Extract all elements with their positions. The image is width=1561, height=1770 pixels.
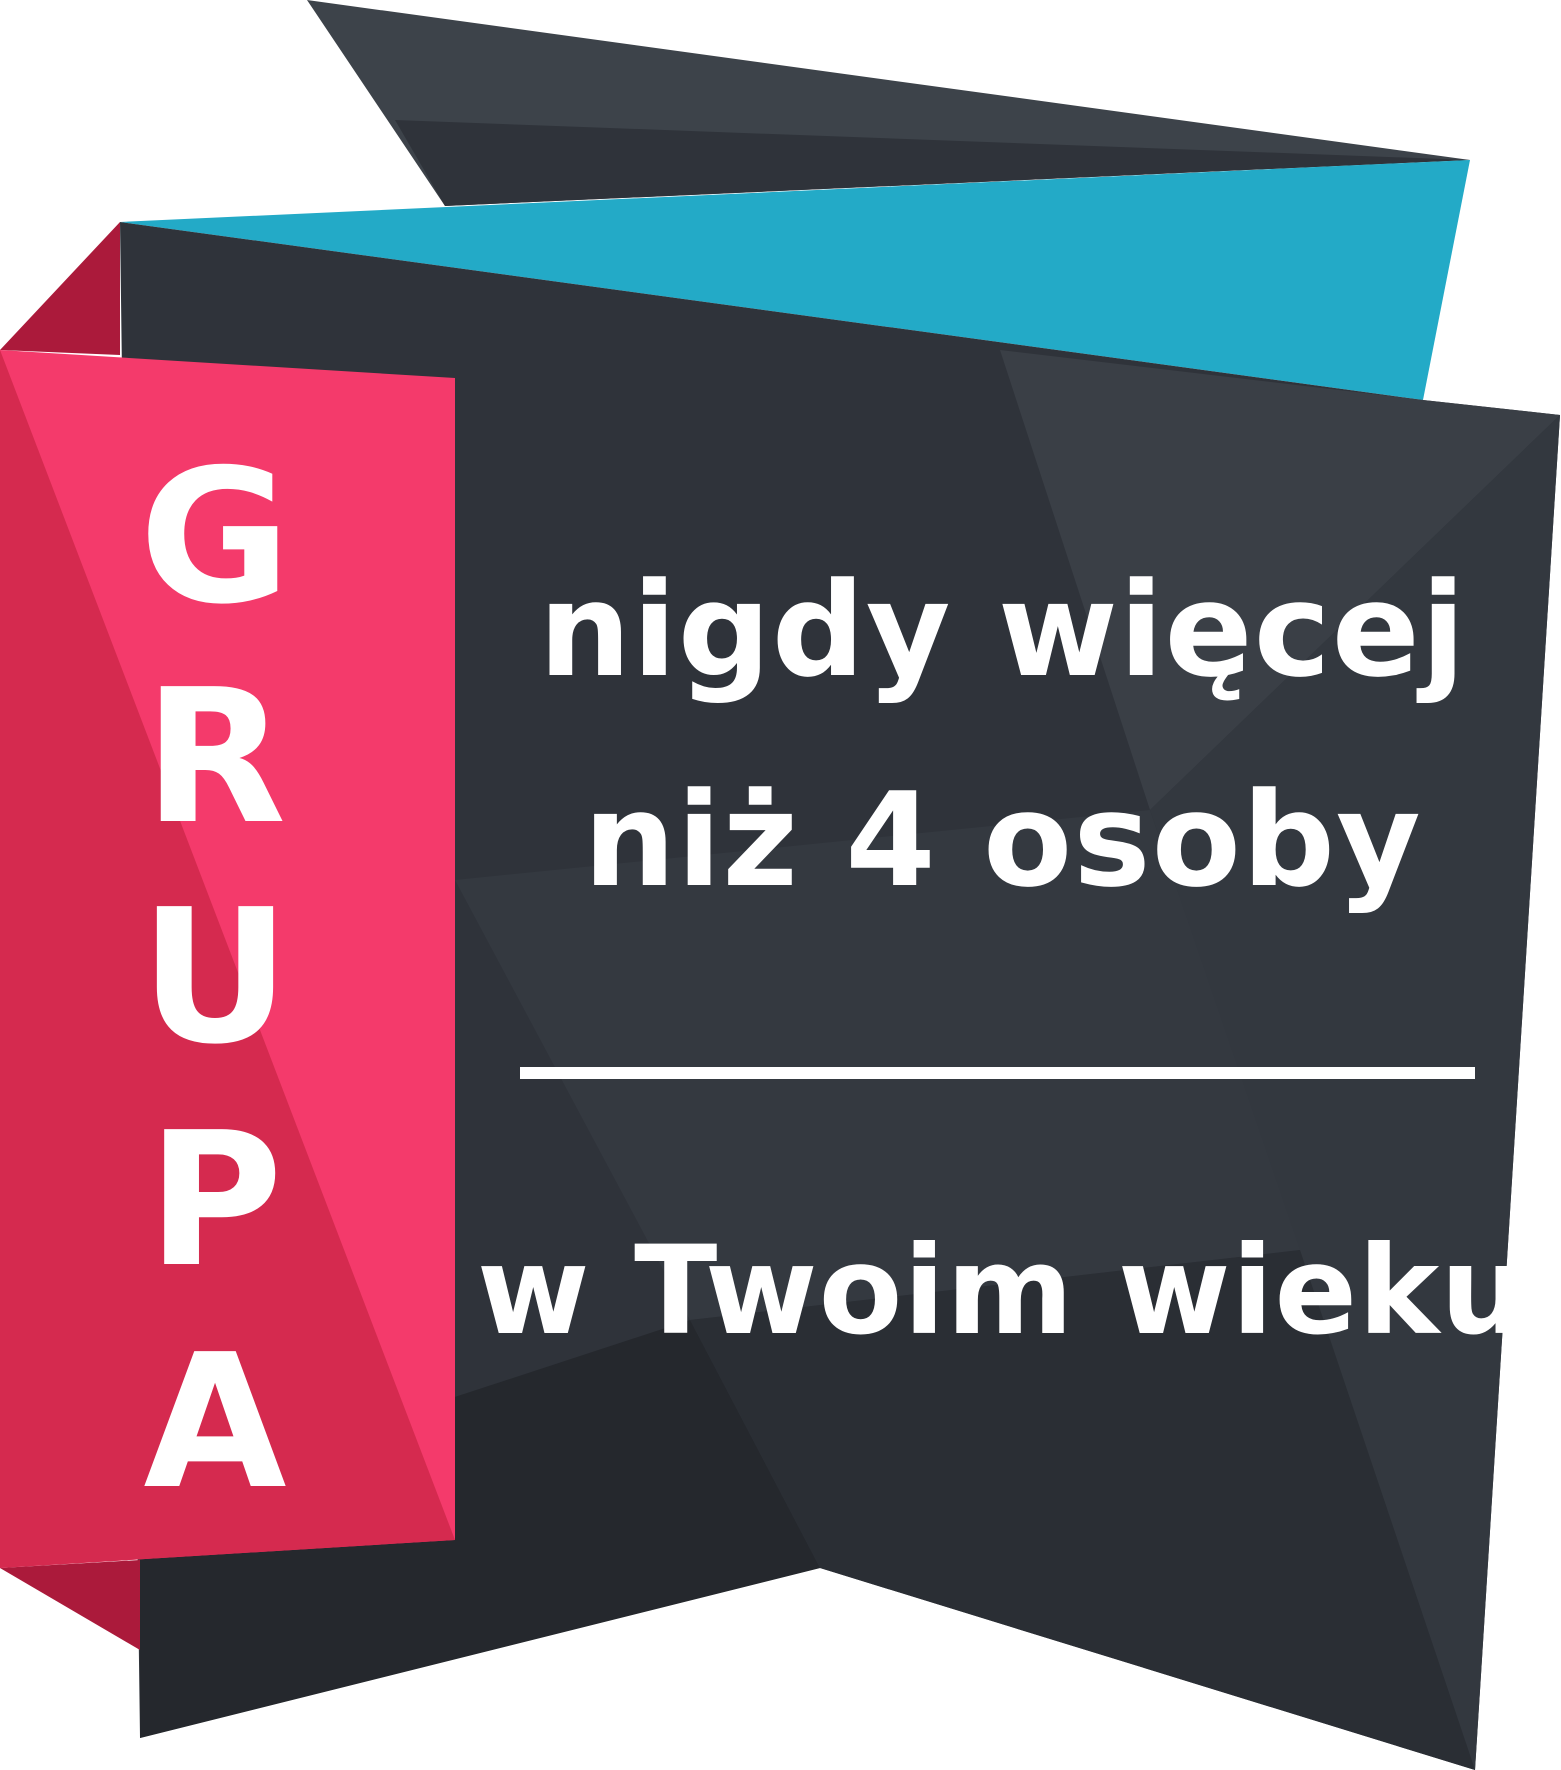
vertical-letter-a: A	[143, 1314, 287, 1530]
vertical-letter-g: G	[139, 429, 291, 645]
vertical-letter-p: P	[147, 1092, 283, 1308]
maroon-fold-bottom	[0, 1560, 140, 1650]
tagline-line-1: nigdy więcej	[538, 554, 1467, 706]
maroon-fold-top	[0, 222, 120, 355]
divider-line	[520, 1067, 1475, 1079]
tagline-line-3: w Twoim wieku	[476, 1220, 1529, 1362]
vertical-letter-r: R	[143, 649, 287, 865]
tagline-line-2: niż 4 osoby	[583, 764, 1422, 916]
vertical-letter-u: U	[139, 869, 291, 1085]
